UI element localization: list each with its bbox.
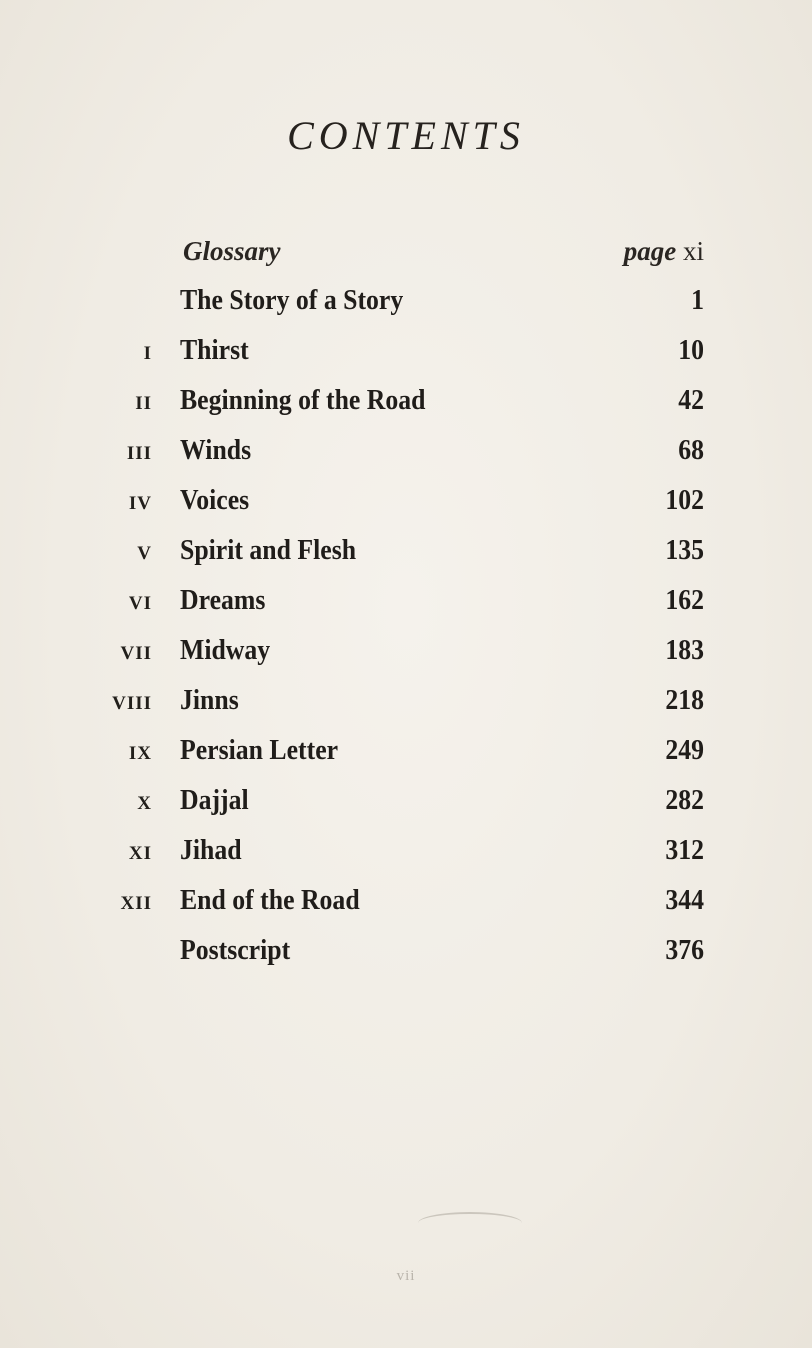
chapter-title: Voices (180, 485, 250, 516)
chapter-page-number: 162 (665, 585, 704, 616)
contents-entry (0, 883, 812, 933)
chapter-numeral: IX (128, 743, 152, 764)
contents-entry (0, 933, 812, 983)
chapter-title: Dreams (180, 585, 266, 616)
chapter-title: Jinns (180, 685, 239, 716)
chapter-page-number: 218 (665, 685, 704, 716)
page-title: CONTENTS (287, 113, 525, 158)
contents-entry (0, 483, 812, 533)
chapter-title: Spirit and Flesh (180, 535, 357, 566)
chapter-page-number: 312 (665, 835, 704, 866)
contents-entry (0, 533, 812, 583)
chapter-title: Dajjal (180, 785, 249, 816)
chapter-title: Midway (180, 635, 271, 666)
chapter-title: Postscript (180, 935, 291, 966)
contents-header-row (0, 236, 812, 276)
contents-list (0, 283, 812, 983)
chapter-page-number: 68 (678, 435, 704, 466)
contents-entry (0, 733, 812, 783)
contents-entry (0, 783, 812, 833)
chapter-numeral: XI (128, 843, 152, 864)
chapter-numeral: V (137, 543, 152, 564)
chapter-numeral: IV (128, 493, 152, 514)
chapter-numeral: VIII (112, 693, 152, 714)
chapter-page-number: 376 (665, 935, 704, 966)
chapter-page-number: 42 (678, 385, 704, 416)
chapter-title: Persian Letter (180, 735, 339, 766)
chapter-page-number: 183 (665, 635, 704, 666)
chapter-page-number: 10 (678, 335, 704, 366)
chapter-title: Winds (180, 435, 252, 466)
glossary-label: Glossary (183, 236, 281, 266)
chapter-numeral: VI (128, 593, 152, 614)
chapter-title: Jihad (180, 835, 242, 866)
chapter-numeral: I (143, 343, 152, 364)
glossary-page-number: xi (682, 236, 704, 266)
contents-entry (0, 633, 812, 683)
glossary-page-label (624, 236, 704, 267)
chapter-numeral: III (126, 443, 152, 464)
chapter-page-number: 249 (665, 735, 704, 766)
contents-entry (0, 283, 812, 333)
chapter-title: The Story of a Story (180, 285, 404, 316)
contents-entry (0, 583, 812, 633)
chapter-numeral: II (135, 393, 152, 414)
contents-entry (0, 833, 812, 883)
chapter-page-number: 1 (691, 285, 704, 316)
contents-entry (0, 383, 812, 433)
folio-page-number: vii (396, 1268, 416, 1284)
chapter-title: Beginning of the Road (180, 385, 426, 416)
chapter-page-number: 135 (665, 535, 704, 566)
contents-entry (0, 433, 812, 483)
chapter-numeral: X (137, 793, 152, 814)
chapter-numeral: XII (120, 893, 152, 914)
paper-smudge (418, 1212, 522, 1234)
contents-entry (0, 683, 812, 733)
chapter-page-number: 344 (665, 885, 704, 916)
chapter-numeral: VII (120, 643, 152, 664)
page-word: page (623, 236, 677, 266)
chapter-title: Thirst (180, 335, 249, 366)
chapter-page-number: 282 (665, 785, 704, 816)
contents-entry (0, 333, 812, 383)
chapter-title: End of the Road (180, 885, 360, 916)
chapter-page-number: 102 (665, 485, 704, 516)
